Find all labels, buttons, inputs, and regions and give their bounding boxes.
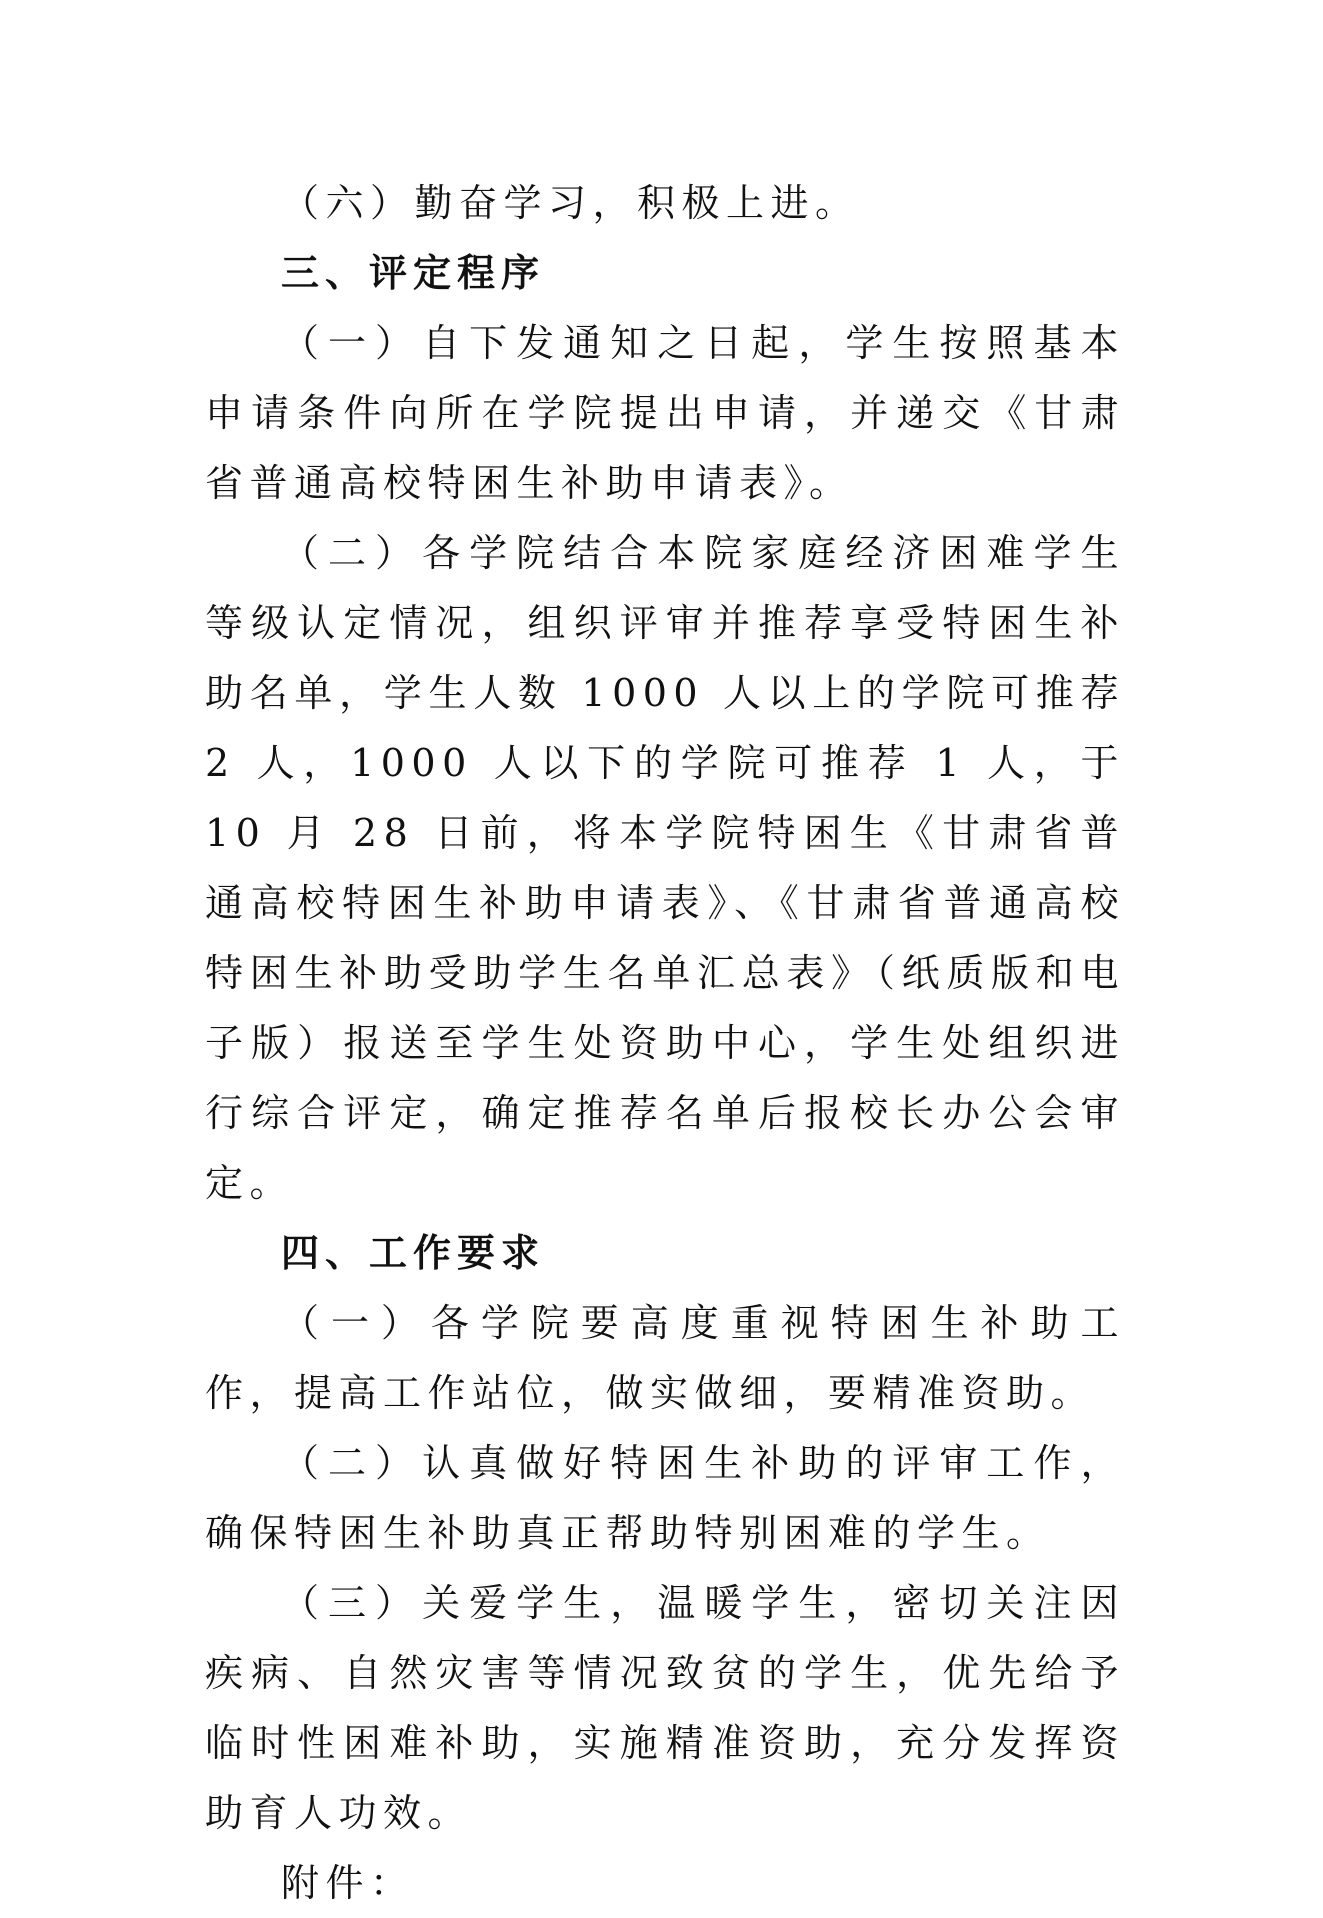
requirement-one-paragraph: （一）各学院要高度重视特困生补助工作，提高工作站位，做实做细，要精准资助。 (205, 1301, 1125, 1415)
requirement-two-paragraph: （二）认真做好特困生补助的评审工作，确保特困生补助真正帮助特别困难的学生。 (205, 1441, 1125, 1555)
section-four-heading: 四、工作要求 (281, 1231, 546, 1275)
item-six-paragraph: （六）勤奋学习，积极上进。 (281, 181, 860, 225)
requirement-three-paragraph: （三）关爱学生，温暖学生，密切关注因疾病、自然灾害等情况致贫的学生，优先给予临时性困难补助，实施精准资助，充分发挥资助育人功效。 (205, 1581, 1125, 1835)
attachment-label: 附件： (281, 1861, 415, 1905)
section-three-heading: 三、评定程序 (281, 251, 546, 295)
procedure-step-one-paragraph: （一）自下发通知之日起，学生按照基本申请条件向所在学院提出申请，并递交《甘肃省普通高校特困生补助申请表》。 (205, 321, 1125, 505)
procedure-step-two-paragraph: （二）各学院结合本院家庭经济困难学生等级认定情况，组织评审并推荐享受特困生补助名单，学生人数 1000 人以上的学院可推荐 2 人，1000 人以下的学院可推荐 1 人，于 10 月 28 日前，将本学院特困生《甘肃省普通高校特困生补助申请表》、《甘肃省普通高校特困生补助受助学生名单汇总表》（纸质版和电子版）报送至学生处资助中心，学生处组织进行综合评定，确定推荐名单后报校长办公会审定。 (205, 531, 1125, 1205)
document-body (205, 168, 1125, 1918)
